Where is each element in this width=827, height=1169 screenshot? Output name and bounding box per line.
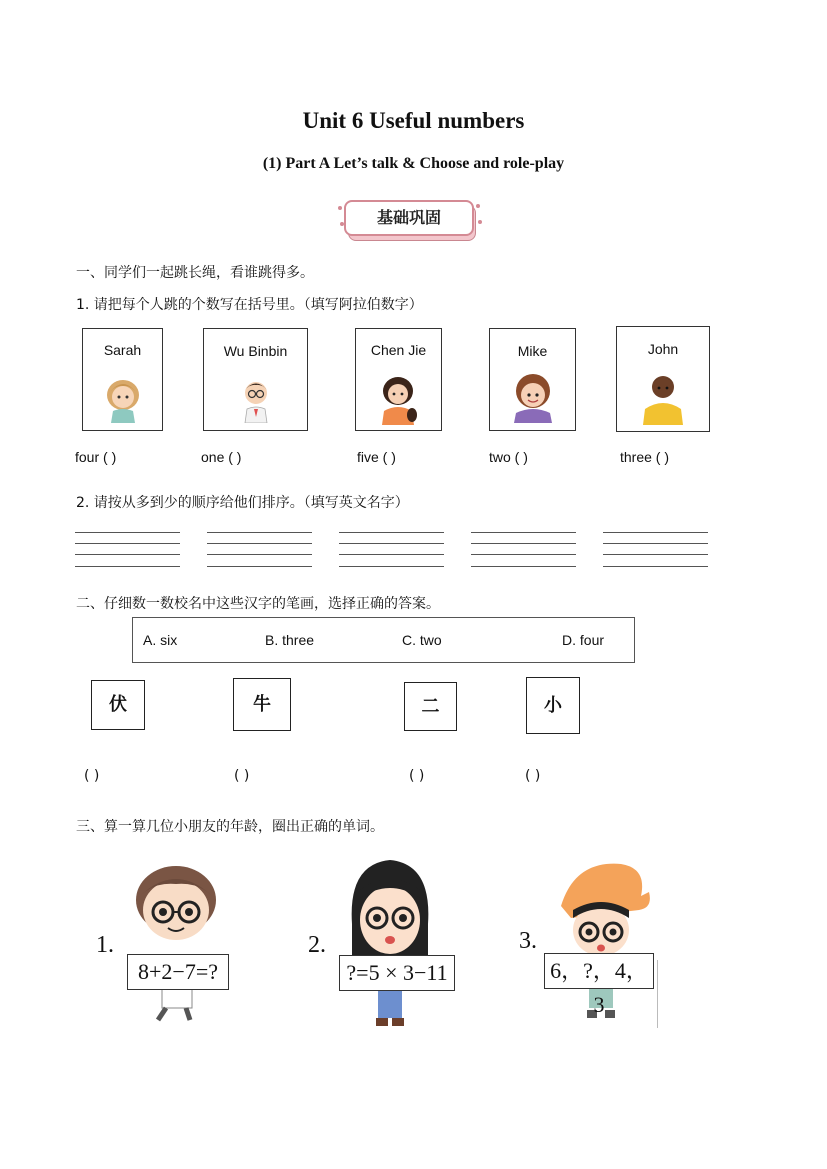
child-3-illustration	[555, 856, 655, 1026]
item-number-3: 3.	[519, 928, 537, 954]
count-blank-mike[interactable]: two ( )	[489, 449, 528, 465]
section-banner	[344, 198, 480, 244]
card-sarah	[82, 328, 163, 431]
question1-instruction: 1. 请把每个人跳的个数写在括号里。（填写阿拉伯数字）	[76, 297, 423, 313]
boy-glasses-icon	[236, 373, 276, 423]
answer-blank-3[interactable]: ( )	[409, 768, 425, 784]
math-sign-3: 6，?，4，3	[544, 953, 654, 989]
math-sign-2: ?=5 × 3−11	[339, 955, 455, 991]
child-1-illustration	[128, 860, 224, 1030]
option-a: A. six	[143, 632, 178, 648]
answer-blank-4[interactable]: ( )	[525, 768, 541, 784]
section3-heading: 三、算一算几位小朋友的年龄，圈出正确的单词。	[76, 819, 384, 835]
banner-label: 基础巩固	[344, 200, 474, 236]
writing-lines-4[interactable]	[471, 532, 581, 572]
item-number-2: 2.	[308, 932, 326, 958]
card-name: Wu Binbin	[223, 343, 288, 359]
hanzi-box-3: 二	[404, 682, 457, 731]
boy-brown-hair-icon	[508, 367, 558, 423]
divider-line	[657, 960, 658, 1028]
girl-dark-hair-icon	[374, 371, 422, 425]
answer-blank-1[interactable]: ( )	[84, 768, 100, 784]
option-b: B. three	[265, 632, 315, 648]
math-sign-1: 8+2−7=?	[127, 954, 229, 990]
page-subtitle: (1) Part A Let’s talk & Choose and role-play	[262, 155, 565, 172]
card-name: Sarah	[103, 342, 142, 358]
section1-heading: 一、同学们一起跳长绳，看谁跳得多。	[76, 265, 314, 281]
hanzi-box-1: 伏	[91, 680, 145, 730]
count-blank-john[interactable]: three ( )	[620, 449, 670, 465]
page-title: Unit 6 Useful numbers	[302, 108, 525, 133]
card-name: Chen Jie	[370, 342, 427, 358]
card-name: Mike	[517, 343, 548, 359]
card-wu-binbin	[203, 328, 308, 431]
writing-lines-5[interactable]	[603, 532, 713, 572]
option-d: D. four	[562, 632, 605, 648]
count-blank-chen-jie[interactable]: five ( )	[357, 449, 396, 465]
count-blank-sarah[interactable]: four ( )	[75, 449, 117, 465]
section2-heading: 二、仔细数一数校名中这些汉字的笔画，选择正确的答案。	[76, 596, 440, 612]
hanzi-box-2: 牛	[233, 678, 291, 731]
card-name: John	[647, 341, 679, 357]
writing-lines-1[interactable]	[75, 532, 185, 572]
child-2-illustration	[340, 854, 440, 1032]
writing-lines-2[interactable]	[207, 532, 317, 572]
option-c: C. two	[402, 632, 442, 648]
options-box	[132, 617, 635, 663]
hanzi-box-4: 小	[526, 677, 580, 734]
girl-blonde-icon	[101, 373, 145, 423]
item-number-1: 1.	[96, 932, 114, 958]
card-mike	[489, 328, 576, 431]
count-blank-wu-binbin[interactable]: one ( )	[201, 449, 242, 465]
card-john	[616, 326, 710, 432]
writing-lines-3[interactable]	[339, 532, 449, 572]
question2-instruction: 2. 请按从多到少的顺序给他们排序。（填写英文名字）	[76, 495, 409, 511]
card-chen-jie	[355, 328, 442, 431]
boy-dark-skin-icon	[639, 369, 687, 425]
answer-blank-2[interactable]: ( )	[234, 768, 250, 784]
